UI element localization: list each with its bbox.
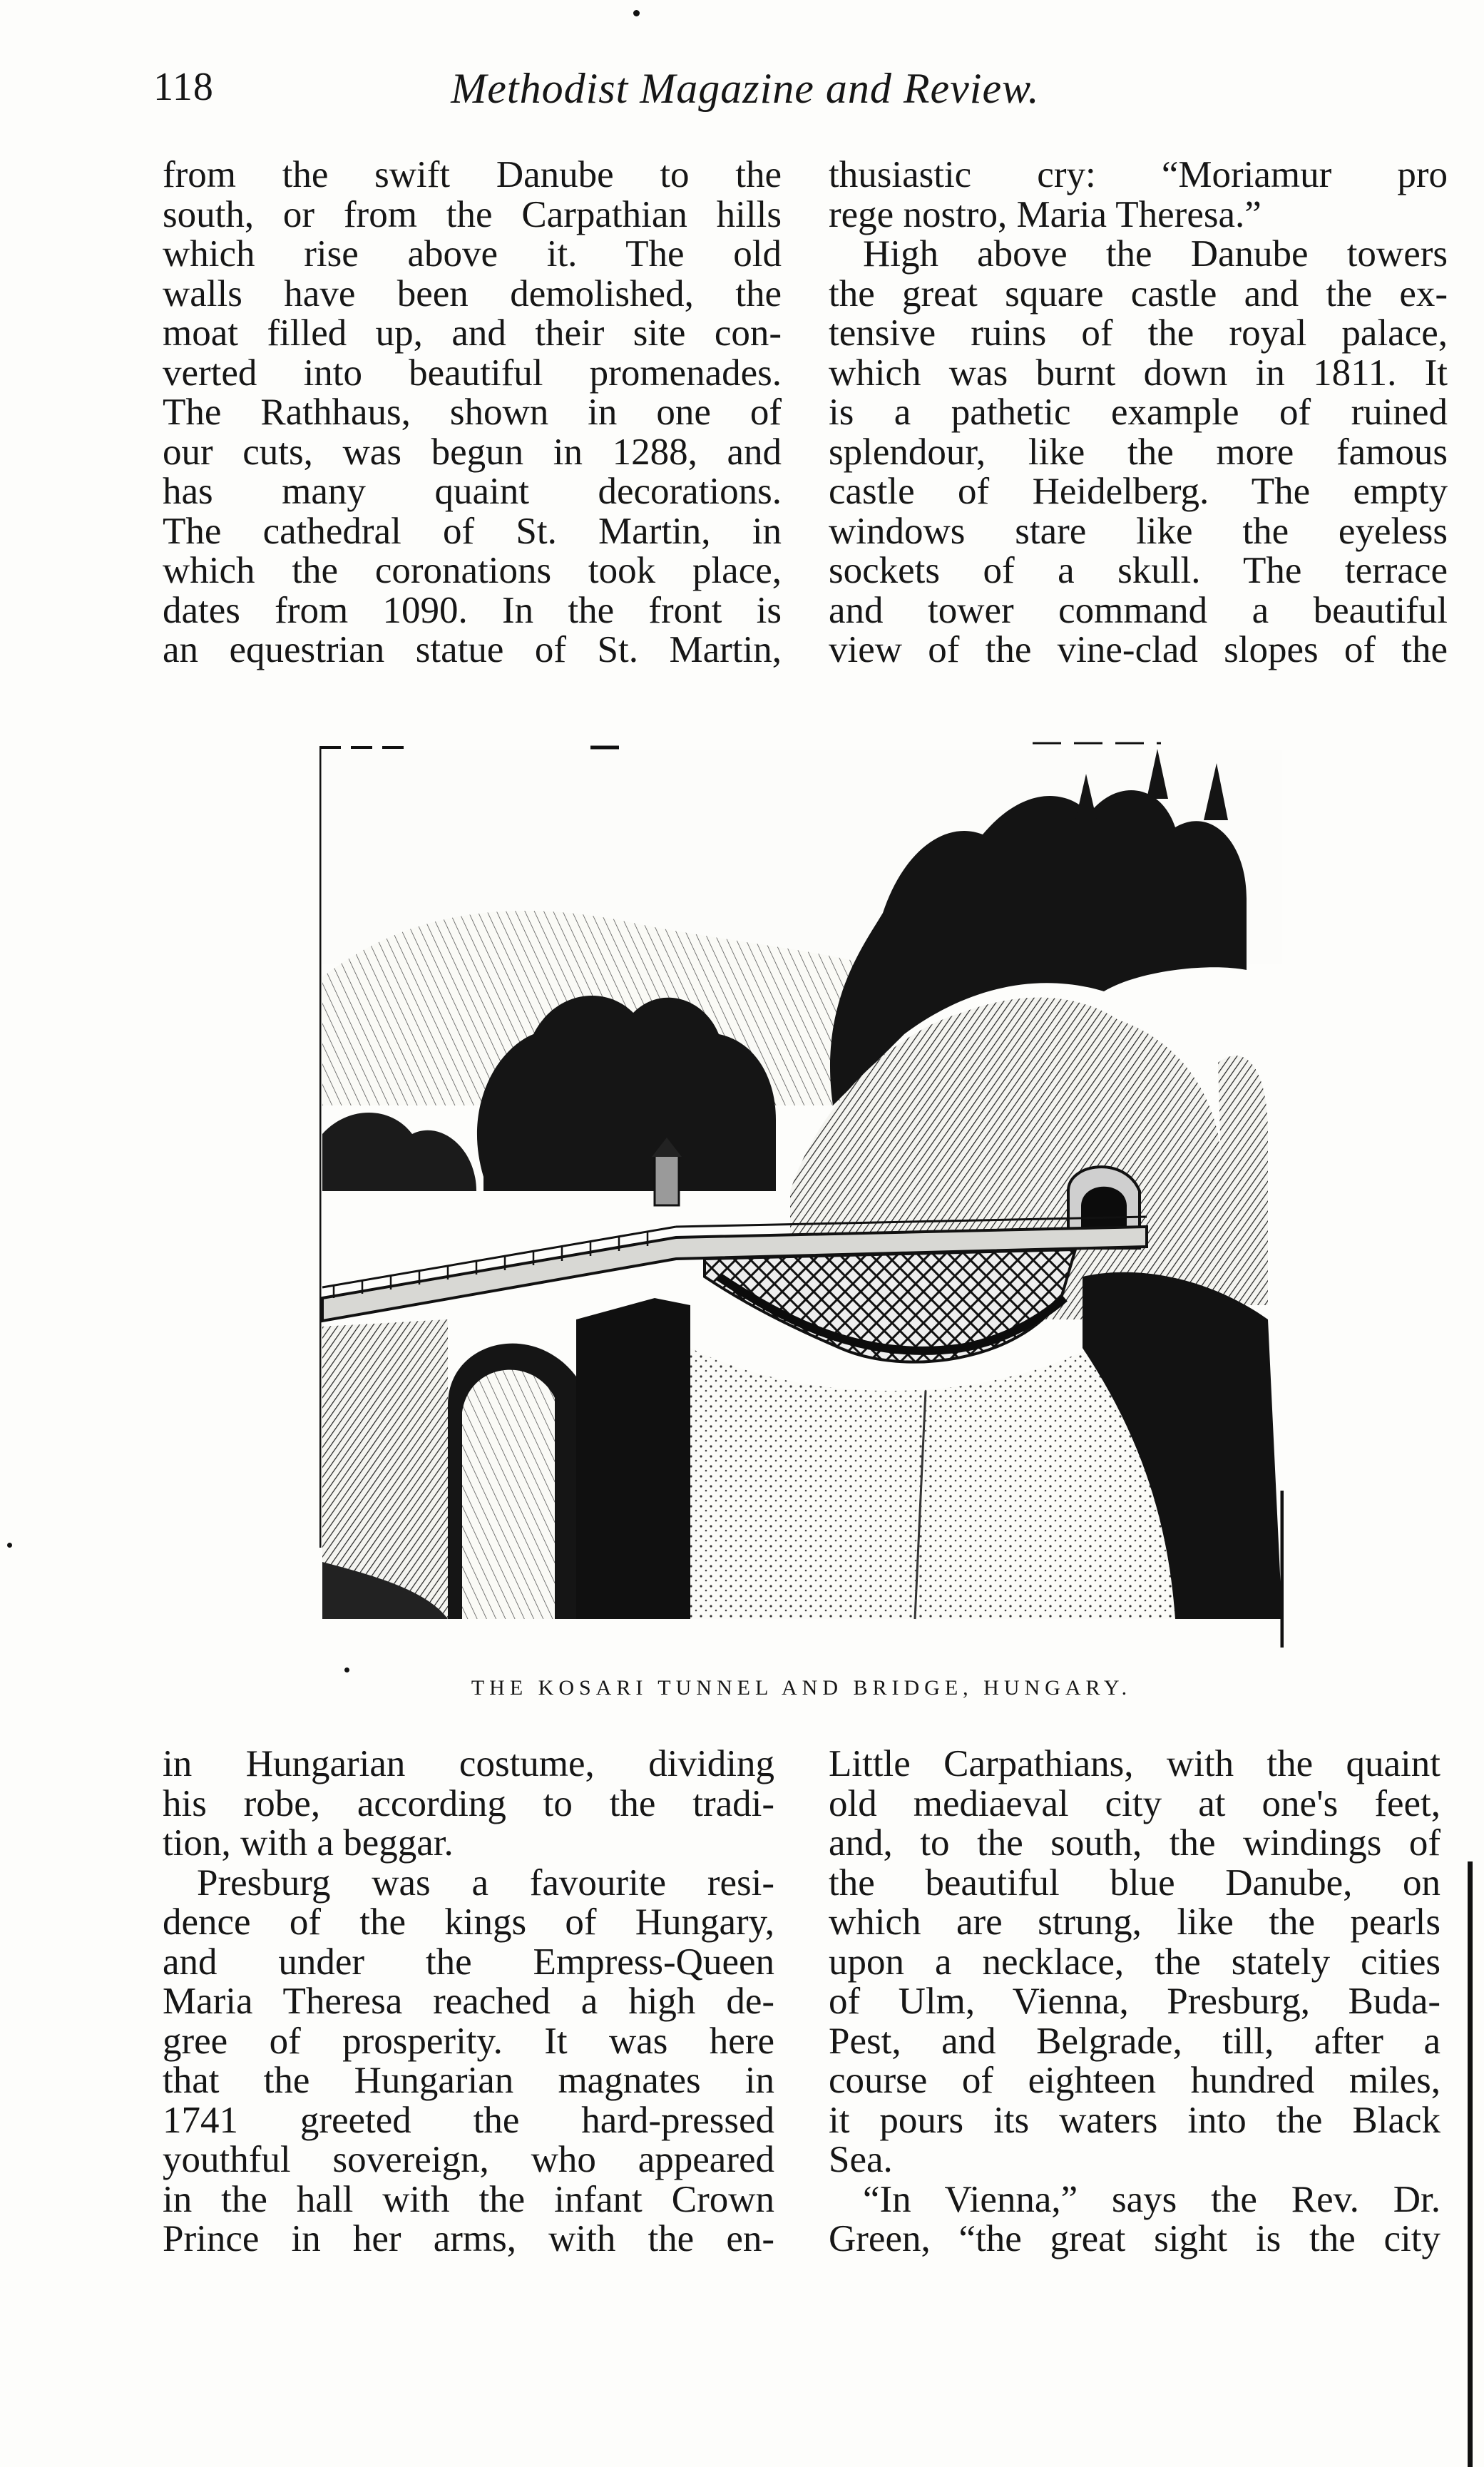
journal-title: Methodist Magazine and Review. [451, 65, 1040, 112]
text-line: which was burnt down in 1811. It [829, 352, 1448, 394]
text-line: course of eighteen hundred miles, [829, 2060, 1440, 2101]
ink-speck [633, 10, 640, 16]
text-line: castle of Heidelberg. The empty [829, 471, 1448, 512]
text-line: and under the Empress-Queen [163, 1941, 774, 1983]
paragraph-start-line: High above the Danube towers [863, 233, 1448, 275]
text-line: which rise above it. The old [163, 233, 782, 275]
text-line: in Hungarian costume, dividing [163, 1743, 774, 1784]
text-line: his robe, according to the tradi- [163, 1782, 774, 1824]
top-left-column [163, 155, 782, 670]
text-line: thusiastic cry: “Moriamur pro [829, 154, 1448, 195]
text-line: which the coronations took place, [163, 550, 782, 591]
text-line: The Rathhaus, shown in one of [163, 392, 782, 433]
text-line: tion, with a beggar. [163, 1822, 454, 1864]
text-line: windows stare like the eyeless [829, 510, 1448, 552]
top-right-column [829, 155, 1448, 670]
text-line: tensive ruins of the royal palace, [829, 312, 1448, 354]
ink-speck [344, 1667, 349, 1672]
text-line: youthful sovereign, who appeared [163, 2139, 774, 2180]
text-line: rege nostro, Maria Theresa.” [829, 193, 1262, 235]
text-line: view of the vine-clad slopes of the [829, 629, 1448, 670]
text-line: Green, “the great sight is the city [829, 2218, 1440, 2259]
paragraph-start-line: Presburg was a favourite resi- [197, 1861, 774, 1904]
text-line: Sea. [829, 2139, 893, 2180]
text-line: of Ulm, Vienna, Presburg, Buda- [829, 1981, 1440, 2022]
text-line: dates from 1090. In the front is [163, 589, 782, 631]
text-line: upon a necklace, the stately cities [829, 1941, 1440, 1983]
text-line: gree of prosperity. It was here [163, 2020, 774, 2062]
text-line: Prince in her arms, with the en- [163, 2218, 774, 2259]
text-line: and, to the south, the windings of [829, 1822, 1440, 1864]
text-line: old mediaeval city at one's feet, [829, 1782, 1440, 1824]
text-line: dence of the kings of Hungary, [163, 1901, 774, 1943]
figure-caption: THE KOSARI TUNNEL AND BRIDGE, HUNGARY. [471, 1676, 1132, 1700]
text-line: that the Hungarian magnates in [163, 2060, 774, 2101]
text-line: the beautiful blue Danube, on [829, 1861, 1440, 1904]
page-number: 118 [153, 65, 214, 109]
text-line: and tower command a beautiful [829, 589, 1448, 631]
running-head [153, 58, 1337, 123]
text-line: which are strung, like the pearls [829, 1901, 1440, 1943]
text-line: is a pathetic example of ruined [829, 392, 1448, 433]
bottom-right-column [829, 1745, 1440, 2259]
ink-speck [7, 1543, 12, 1548]
paragraph-start-line: “In Vienna,” says the Rev. Dr. [863, 2178, 1440, 2220]
text-line: from the swift Danube to the [163, 154, 782, 195]
text-line: south, or from the Carpathian hills [163, 193, 782, 235]
text-line: the great square castle and the ex- [829, 272, 1448, 315]
text-line: an equestrian statue of St. Martin, [163, 629, 782, 670]
text-line: verted into beautiful promenades. [163, 352, 782, 394]
text-line: sockets of a skull. The terrace [829, 550, 1448, 591]
text-line: Pest, and Belgrade, till, after a [829, 2020, 1440, 2062]
text-line: has many quaint decorations. [163, 471, 782, 512]
page-edge-rule [1468, 1861, 1473, 2467]
text-line: walls have been demolished, the [163, 272, 782, 315]
text-line: splendour, like the more famous [829, 431, 1448, 473]
text-line: it pours its waters into the Black [829, 2099, 1440, 2141]
bottom-left-column [163, 1745, 774, 2259]
text-line: The cathedral of St. Martin, in [163, 510, 782, 552]
text-line: Little Carpathians, with the quaint [829, 1743, 1440, 1784]
text-line: 1741 greeted the hard-pressed [163, 2099, 774, 2141]
text-line: in the hall with the infant Crown [163, 2178, 774, 2220]
engraving-kosari-tunnel-bridge [319, 735, 1284, 1662]
text-line: moat filled up, and their site con- [163, 312, 782, 354]
text-line: our cuts, was begun in 1288, and [163, 431, 782, 473]
text-line: Maria Theresa reached a high de- [163, 1981, 774, 2022]
